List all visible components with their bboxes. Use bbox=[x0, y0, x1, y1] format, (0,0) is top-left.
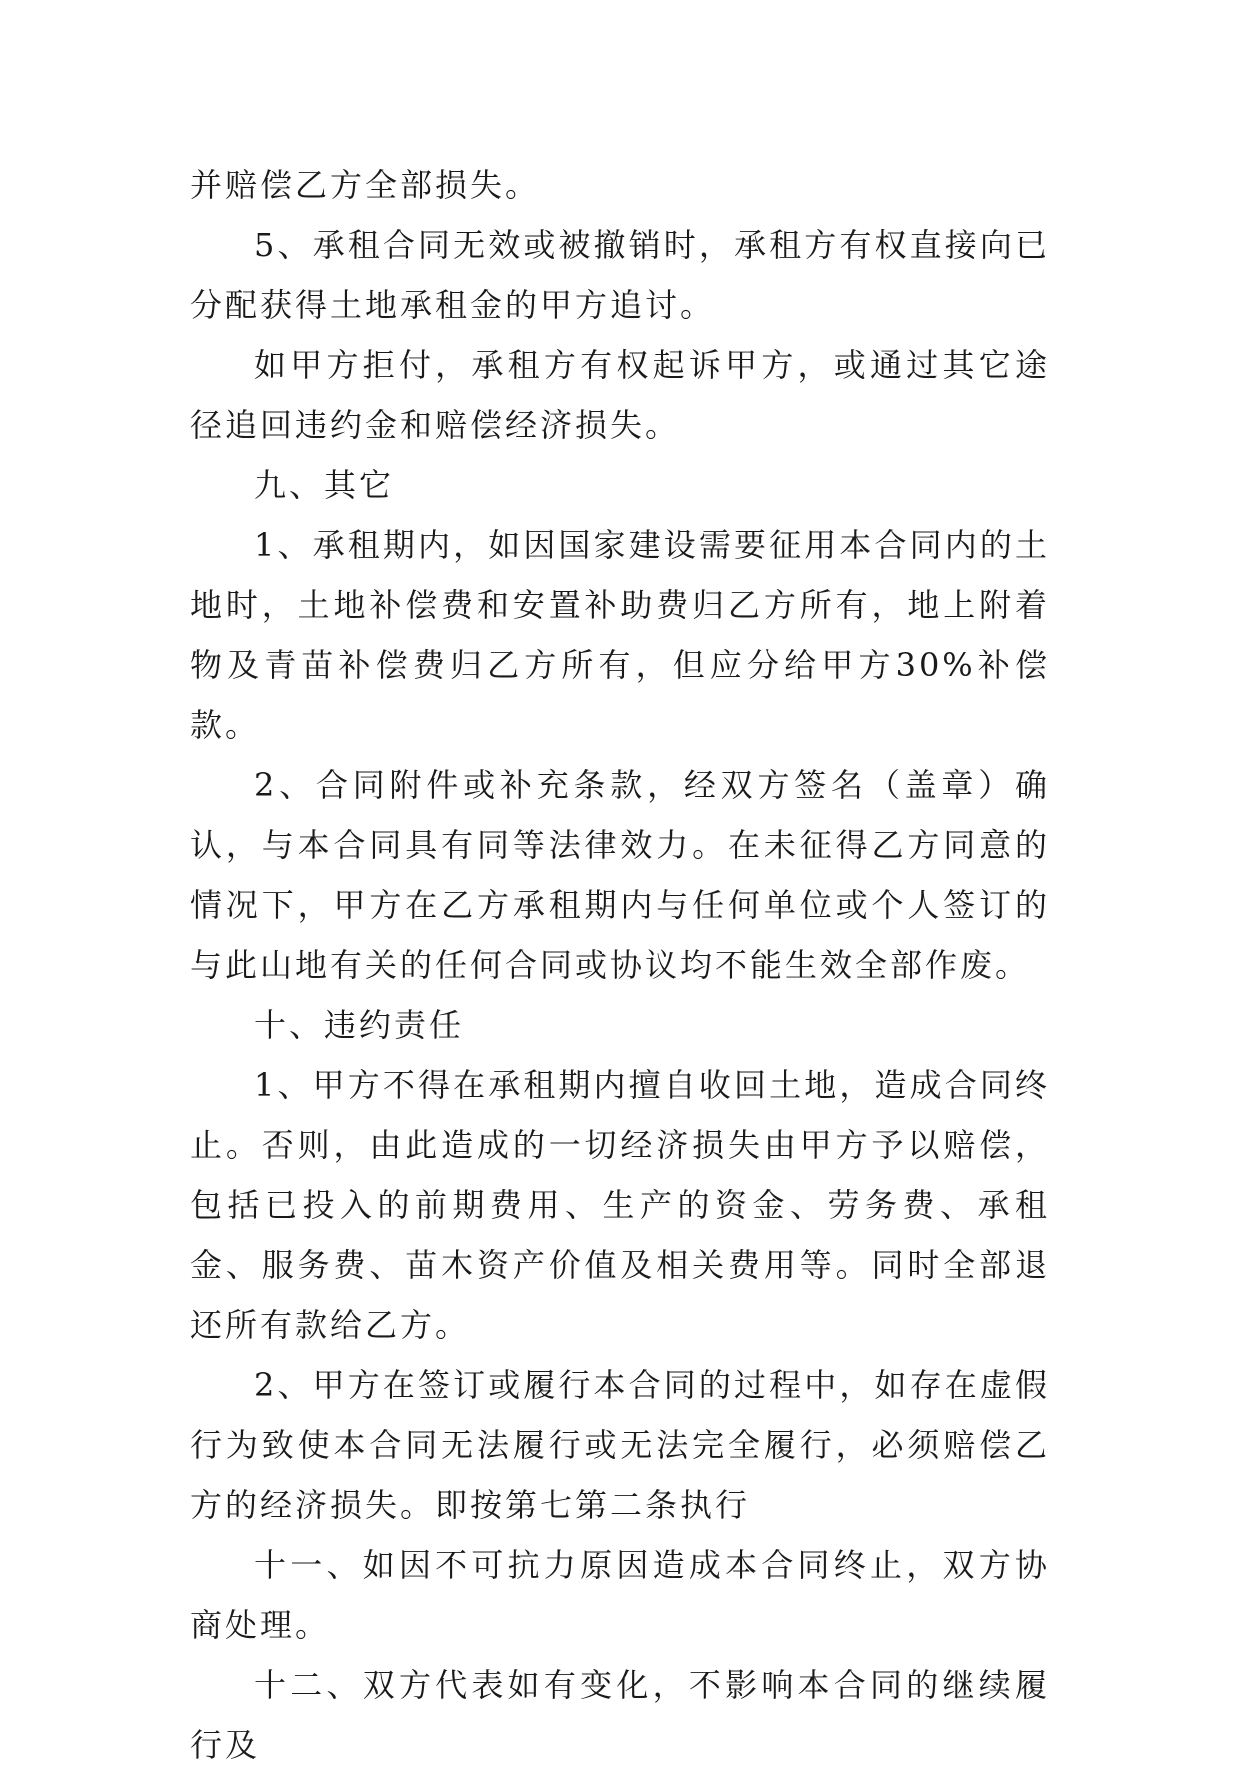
section-heading-breach: 十、违约责任 bbox=[254, 1006, 465, 1044]
section-representative-change: 十二、双方代表如有变化，不影响本合同的继续履行及 bbox=[190, 1666, 1050, 1764]
paragraph-refusal-remedy: 如甲方拒付，承租方有权起诉甲方，或通过其它途径追回违约金和赔偿经济损失。 bbox=[190, 346, 1050, 444]
paragraph-compensation-continued: 并赔偿乙方全部损失。 bbox=[190, 166, 541, 204]
paragraph-breach-clause-1: 1、甲方不得在承租期内擅自收回土地，造成合同终止。否则，由此造成的一切经济损失由甲方予以赔偿，包括已投入的前期费用、生产的资金、劳务费、承租金、服务费、苗木资产价值及相关费用等。同时全部退还所有款给乙方。 bbox=[190, 1066, 1050, 1344]
paragraph-breach-clause-2: 2、甲方在签订或履行本合同的过程中，如存在虚假行为致使本合同无法履行或无法完全履行，必须赔偿乙方的经济损失。即按第七第二条执行 bbox=[190, 1366, 1050, 1524]
paragraph-other-clause-2: 2、合同附件或补充条款，经双方签名（盖章）确认，与本合同具有同等法律效力。在未征得乙方同意的情况下，甲方在乙方承租期内与任何单位或个人签订的与此山地有关的任何合同或协议均不能生效全部作废。 bbox=[190, 766, 1050, 984]
section-force-majeure: 十一、如因不可抗力原因造成本合同终止，双方协商处理。 bbox=[190, 1546, 1050, 1644]
document-body bbox=[190, 155, 1050, 1775]
section-heading-other: 九、其它 bbox=[254, 466, 395, 504]
paragraph-clause-5: 5、承租合同无效或被撤销时，承租方有权直接向已分配获得土地承租金的甲方追讨。 bbox=[190, 226, 1050, 324]
paragraph-other-clause-1: 1、承租期内，如因国家建设需要征用本合同内的土地时，土地补偿费和安置补助费归乙方所有，地上附着物及青苗补偿费归乙方所有，但应分给甲方30%补偿款。 bbox=[190, 526, 1050, 744]
